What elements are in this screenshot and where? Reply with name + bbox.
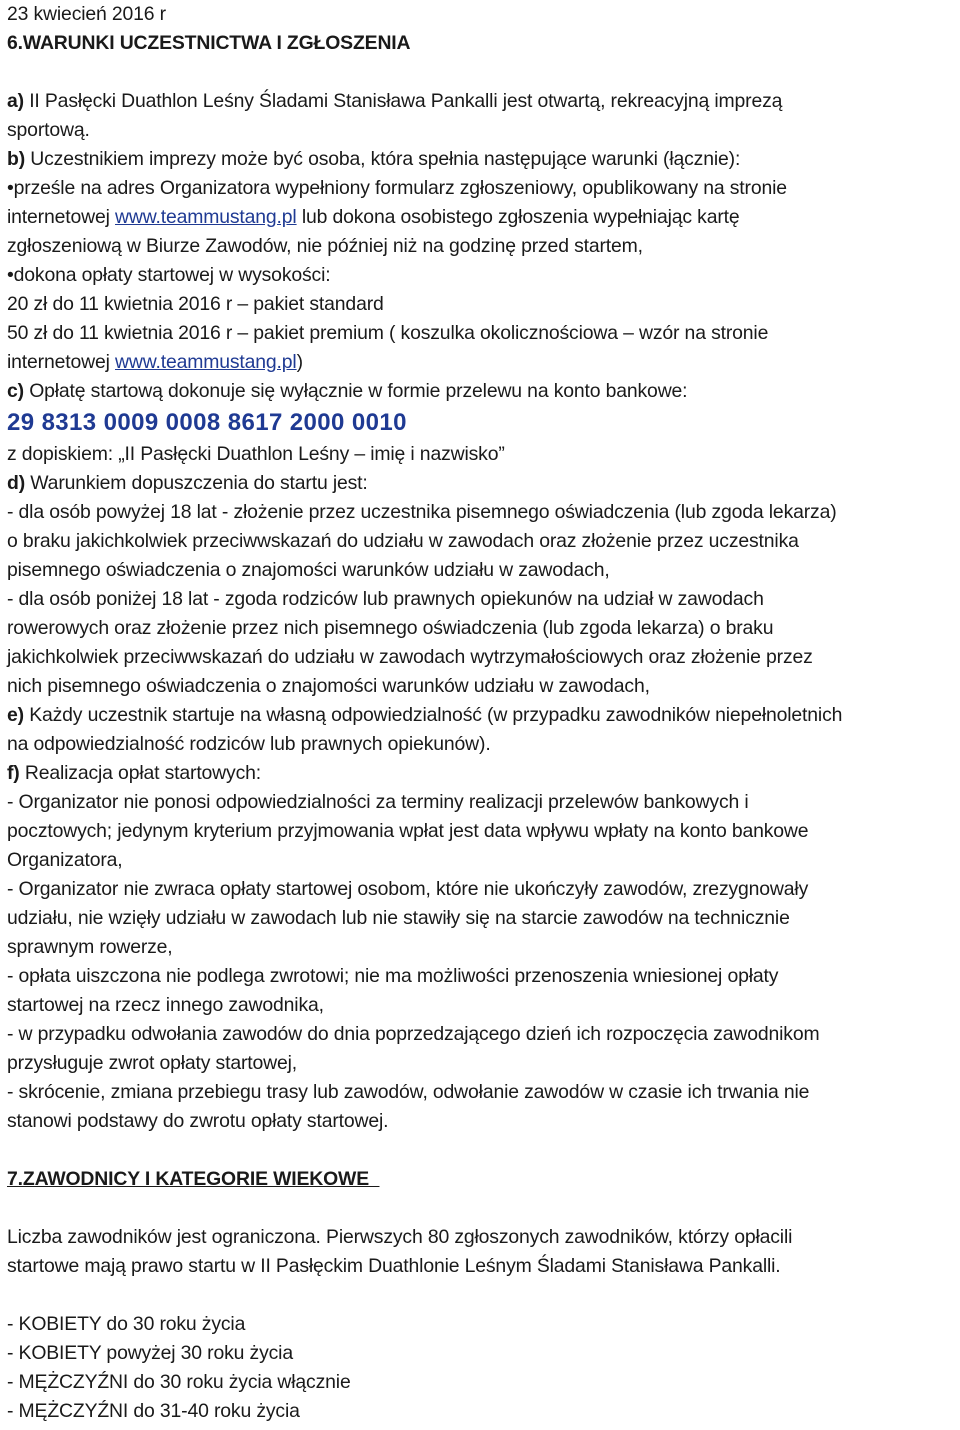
clause-f-line: przysługuje zwrot opłaty startowej, [7, 1052, 298, 1074]
clause-a-label: a) [7, 90, 24, 112]
fee-standard: 20 zł do 11 kwietnia 2016 r – pakiet standard [7, 293, 384, 315]
website-link[interactable]: www.teammustang.pl [115, 206, 297, 228]
section-7-heading: 7.ZAWODNICY I KATEGORIE WIEKOWE [7, 1168, 380, 1190]
clause-f-line: udziału, nie wzięły udziału w zawodach lub nie stawiły się na starcie zawodów na technicznie [7, 907, 790, 929]
clause-d-line: pisemnego oświadczenia o znajomości warunków udziału w zawodach, [7, 559, 610, 581]
clause-b-label: b) [7, 148, 26, 170]
spacer [7, 1281, 960, 1310]
clause-d-line: - dla osób poniżej 18 lat - zgoda rodziców lub prawnych opiekunów na udział w zawodach [7, 588, 764, 610]
participants-intro: Liczba zawodników jest ograniczona. Pierwszych 80 zgłoszonych zawodników, którzy opłacili [7, 1226, 793, 1248]
category-item: - KOBIETY do 30 roku życia [7, 1313, 246, 1335]
clause-f-line: stanowi podstawy do zwrotu opłaty startowej. [7, 1110, 389, 1132]
transfer-note: z dopiskiem: „II Pasłęcki Duathlon Leśny – imię i nazwisko” [7, 443, 505, 465]
category-item: - KOBIETY powyżej 30 roku życia [7, 1342, 293, 1364]
clause-d-label: d) [7, 472, 26, 494]
category-item: - MĘŻCZYŹNI do 31-40 roku życia [7, 1400, 300, 1422]
clause-f-line: startowej na rzecz innego zawodnika, [7, 994, 324, 1016]
bank-account-number: 29 8313 0009 0008 8617 2000 0010 [7, 409, 407, 436]
clause-b-bullet-1-cont [7, 203, 960, 232]
text-span: lub dokona osobistego zgłoszenia wypełniając kartę [296, 206, 740, 228]
clause-f-line: sprawnym rowerze, [7, 936, 173, 958]
clause-d-text: Warunkiem dopuszczenia do startu jest: [25, 472, 368, 494]
clause-a [7, 87, 960, 116]
clause-b-bullet-1: •prześle na adres Organizatora wypełniony formularz zgłoszeniowy, opublikowany na stronie [7, 177, 787, 199]
document-page [7, 0, 960, 1426]
fee-premium: 50 zł do 11 kwietnia 2016 r – pakiet premium ( koszulka okolicznościowa – wzór na stronie [7, 322, 769, 344]
clause-a-cont: sportową. [7, 119, 90, 141]
clause-f-text: Realizacja opłat startowych: [19, 762, 262, 784]
clause-f-line: - Organizator nie zwraca opłaty startowej osobom, które nie ukończyły zawodów, zrezygnowały [7, 878, 809, 900]
clause-d [7, 469, 960, 498]
website-link-2[interactable]: www.teammustang.pl [115, 351, 297, 373]
clause-f-line: - skrócenie, zmiana przebiegu trasy lub zawodów, odwołanie zawodów w czasie ich trwania nie [7, 1081, 810, 1103]
clause-b-text: Uczestnikiem imprezy może być osoba, która spełnia następujące warunki (łącznie): [25, 148, 741, 170]
clause-b-bullet-2: •dokona opłaty startowej w wysokości: [7, 264, 331, 286]
clause-d-line: - dla osób powyżej 18 lat - złożenie przez uczestnika pisemnego oświadczenia (lub zgoda lekarza) [7, 501, 837, 523]
text-span: internetowej [7, 351, 115, 373]
clause-b-bullet-1-cont2: zgłoszeniową w Biurze Zawodów, nie później niż na godzinę przed startem, [7, 235, 643, 257]
clause-f-line: - Organizator nie ponosi odpowiedzialności za terminy realizacji przelewów bankowych i [7, 791, 749, 813]
clause-f [7, 759, 960, 788]
clause-d-line: nich pisemnego oświadczenia o znajomości warunków udziału w zawodach, [7, 675, 650, 697]
participants-intro-cont: startowe mają prawo startu w II Pasłęckim Duathlonie Leśnym Śladami Stanisława Pankalli. [7, 1255, 781, 1277]
clause-d-line: o braku jakichkolwiek przeciwwskazań do udziału w zawodach oraz złożenie przez uczestnika [7, 530, 799, 552]
category-item: - MĘŻCZYŹNI do 30 roku życia włącznie [7, 1371, 351, 1393]
clause-e-cont: na odpowiedzialność rodziców lub prawnych opiekunów). [7, 733, 491, 755]
clause-f-line: pocztowych; jedynym kryterium przyjmowania wpłat jest data wpływu wpłaty na konto bankowe [7, 820, 809, 842]
clause-f-line: - w przypadku odwołania zawodów do dnia poprzedzającego dzień ich rozpoczęcia zawodnikom [7, 1023, 820, 1045]
spacer [7, 1136, 960, 1165]
clause-b [7, 145, 960, 174]
clause-c-label: c) [7, 380, 24, 402]
text-span: ) [296, 351, 303, 373]
spacer [7, 1194, 960, 1223]
clause-e-text: Każdy uczestnik startuje na własną odpowiedzialność (w przypadku zawodników niepełnoletnich [23, 704, 843, 726]
clause-e [7, 701, 960, 730]
spacer [7, 58, 960, 87]
clause-a-text: II Pasłęcki Duathlon Leśny Śladami Stanisława Pankalli jest otwartą, rekreacyjną imprezą [23, 90, 783, 112]
fee-premium-cont [7, 348, 960, 377]
clause-e-label: e) [7, 704, 24, 726]
clause-f-line: Organizatora, [7, 849, 123, 871]
clause-d-line: rowerowych oraz złożenie przez nich pisemnego oświadczenia (lub zgoda lekarza) o braku [7, 617, 774, 639]
clause-c-text: Opłatę startową dokonuje się wyłącznie w formie przelewu na konto bankowe: [23, 380, 688, 402]
clause-f-line: - opłata uiszczona nie podlega zwrotowi; nie ma możliwości przenoszenia wniesionej opłaty [7, 965, 779, 987]
document-date: 23 kwiecień 2016 r [7, 3, 166, 25]
clause-f-label: f) [7, 762, 20, 784]
section-6-heading: 6.WARUNKI UCZESTNICTWA I ZGŁOSZENIA [7, 32, 411, 54]
text-span: internetowej [7, 206, 115, 228]
clause-d-line: jakichkolwiek przeciwwskazań do udziału w zawodach wytrzymałościowych oraz złożenie przez [7, 646, 813, 668]
clause-c [7, 377, 960, 406]
